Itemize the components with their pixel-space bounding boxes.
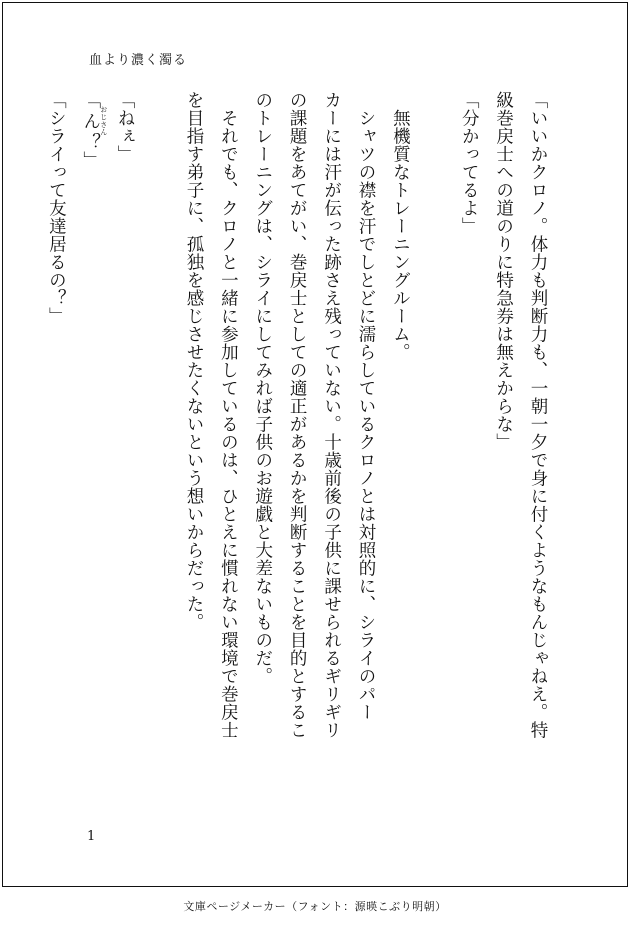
text-line: 級巻戻士への道のりに特急券は無えからな」: [493, 91, 514, 451]
text-line: 「ん おじさん？」: [80, 91, 108, 169]
text-line: 無機質なトレーニングルーム。: [390, 108, 411, 361]
text-line: シャツの襟を汗でしとどに濡らしているクロノとは対照的に、シライのパー: [355, 108, 376, 721]
text-line: を目指す弟子に、孤独を感じさせたくないという想いからだった。: [183, 91, 204, 631]
text-line: 「いいかクロノ。体力も判断力も、一朝一夕で身に付くようなもんじゃねえ。特: [528, 91, 548, 739]
blank-line: [142, 91, 176, 851]
text-line: カーには汗が伝った跡さえ残っていない。十歳前後の子供に課せられるギリギリ: [321, 91, 342, 739]
text-line: のトレーニングは、シライにしてみれば子供のお遊戯と大差ないものだ。: [252, 91, 273, 685]
text-line: の課題をあてがい、巻戻士としての適正があるかを判断することを目的とするこ: [287, 91, 308, 739]
text-line: それでも、クロノと一緒に参加しているのは、ひとえに慣れない環境で巻戻士: [218, 108, 239, 739]
page-number: 1: [87, 829, 96, 844]
furigana-ruby: ん おじさん: [80, 106, 108, 136]
text-line: 「シライって友達居るの？」: [46, 91, 67, 325]
page-frame: [2, 2, 628, 887]
text-line: 「ねぇ」: [115, 91, 136, 163]
furigana-reading: おじさん: [99, 106, 108, 136]
blank-line: [417, 91, 451, 851]
body-text: [39, 91, 555, 851]
running-head: 血より濃く濁る: [89, 53, 188, 68]
text-line: 「分かってるよ」: [459, 91, 480, 235]
footer-credit: 文庫ページメーカー（フォント：源暎こぶり明朝）: [183, 900, 447, 913]
